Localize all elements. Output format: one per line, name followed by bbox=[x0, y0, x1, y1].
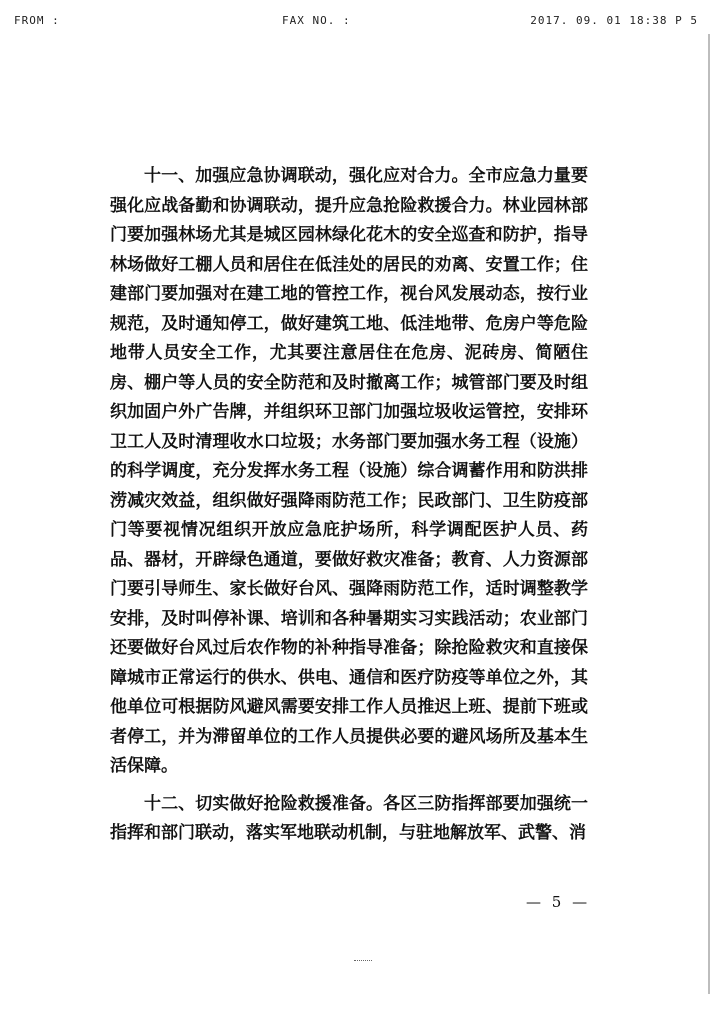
fax-datetime: 2017. 09. 01 18:38 P 5 bbox=[530, 14, 698, 27]
page-edge-line bbox=[708, 34, 710, 994]
page-number: — 5 — bbox=[526, 893, 591, 911]
fax-header bbox=[14, 14, 698, 34]
document-body bbox=[110, 162, 588, 849]
fax-number: FAX NO. : bbox=[282, 14, 351, 27]
paragraph-section-12: 十二、切实做好抢险救援准备。各区三防指挥部要加强统一指挥和部门联动，落实军地联动机制，与驻地解放军、武警、消 bbox=[110, 793, 588, 843]
fax-from: FROM : bbox=[14, 14, 60, 27]
paragraph-section-11: 十一、加强应急协调联动，强化应对合力。全市应急力量要强化应战备勤和协调联动，提升应急抢险救援合力。林业园林部门要加强林场尤其是城区园林绿化花木的安全巡查和防护，指导林场做好工棚人员和居住在低洼处的居民的劝离、安置工作；住建部门要加强对在建工地的管控工作，视台风发展动态，按行业规范，及时通知停工，做好建筑工地、低洼地带、危房户等危险地带人员安全工作，尤其要注意居住在危房、泥砖房、简陋住房、棚户等人员的安全防范和及时撤离工作；城管部门要及时组织加固户外广告牌，并组织环卫部门加强垃圾收运管控，安排环卫工人及时清理收水口垃圾；水务部门要加强水务工程（设施）的科学调度，充分发挥水务工程（设施）综合调蓄作用和防洪排涝减灾效益，组织做好强降雨防范工作；民政部门、卫生防疫部门等要视情况组织开放应急庇护场所，科学调配医护人员、药品、器材，开辟绿色通道，要做好救灾准备；教育、人力资源部门要引导师生、家长做好台风、强降雨防范工作，适时调整教学安排，及时叫停补课、培训和各种暑期实习实践活动；农业部门还要做好台风过后农作物的补种指导准备；除抢险救灾和直接保障城市正常运行的供水、供电、通信和医疗防疫等单位之外，其他单位可根据防风避风需要安排工作人员推迟上班、提前下班或者停工，并为滞留单位的工作人员提供必要的避风场所及基本生活保障。 bbox=[110, 166, 588, 776]
scan-mark bbox=[354, 960, 372, 963]
